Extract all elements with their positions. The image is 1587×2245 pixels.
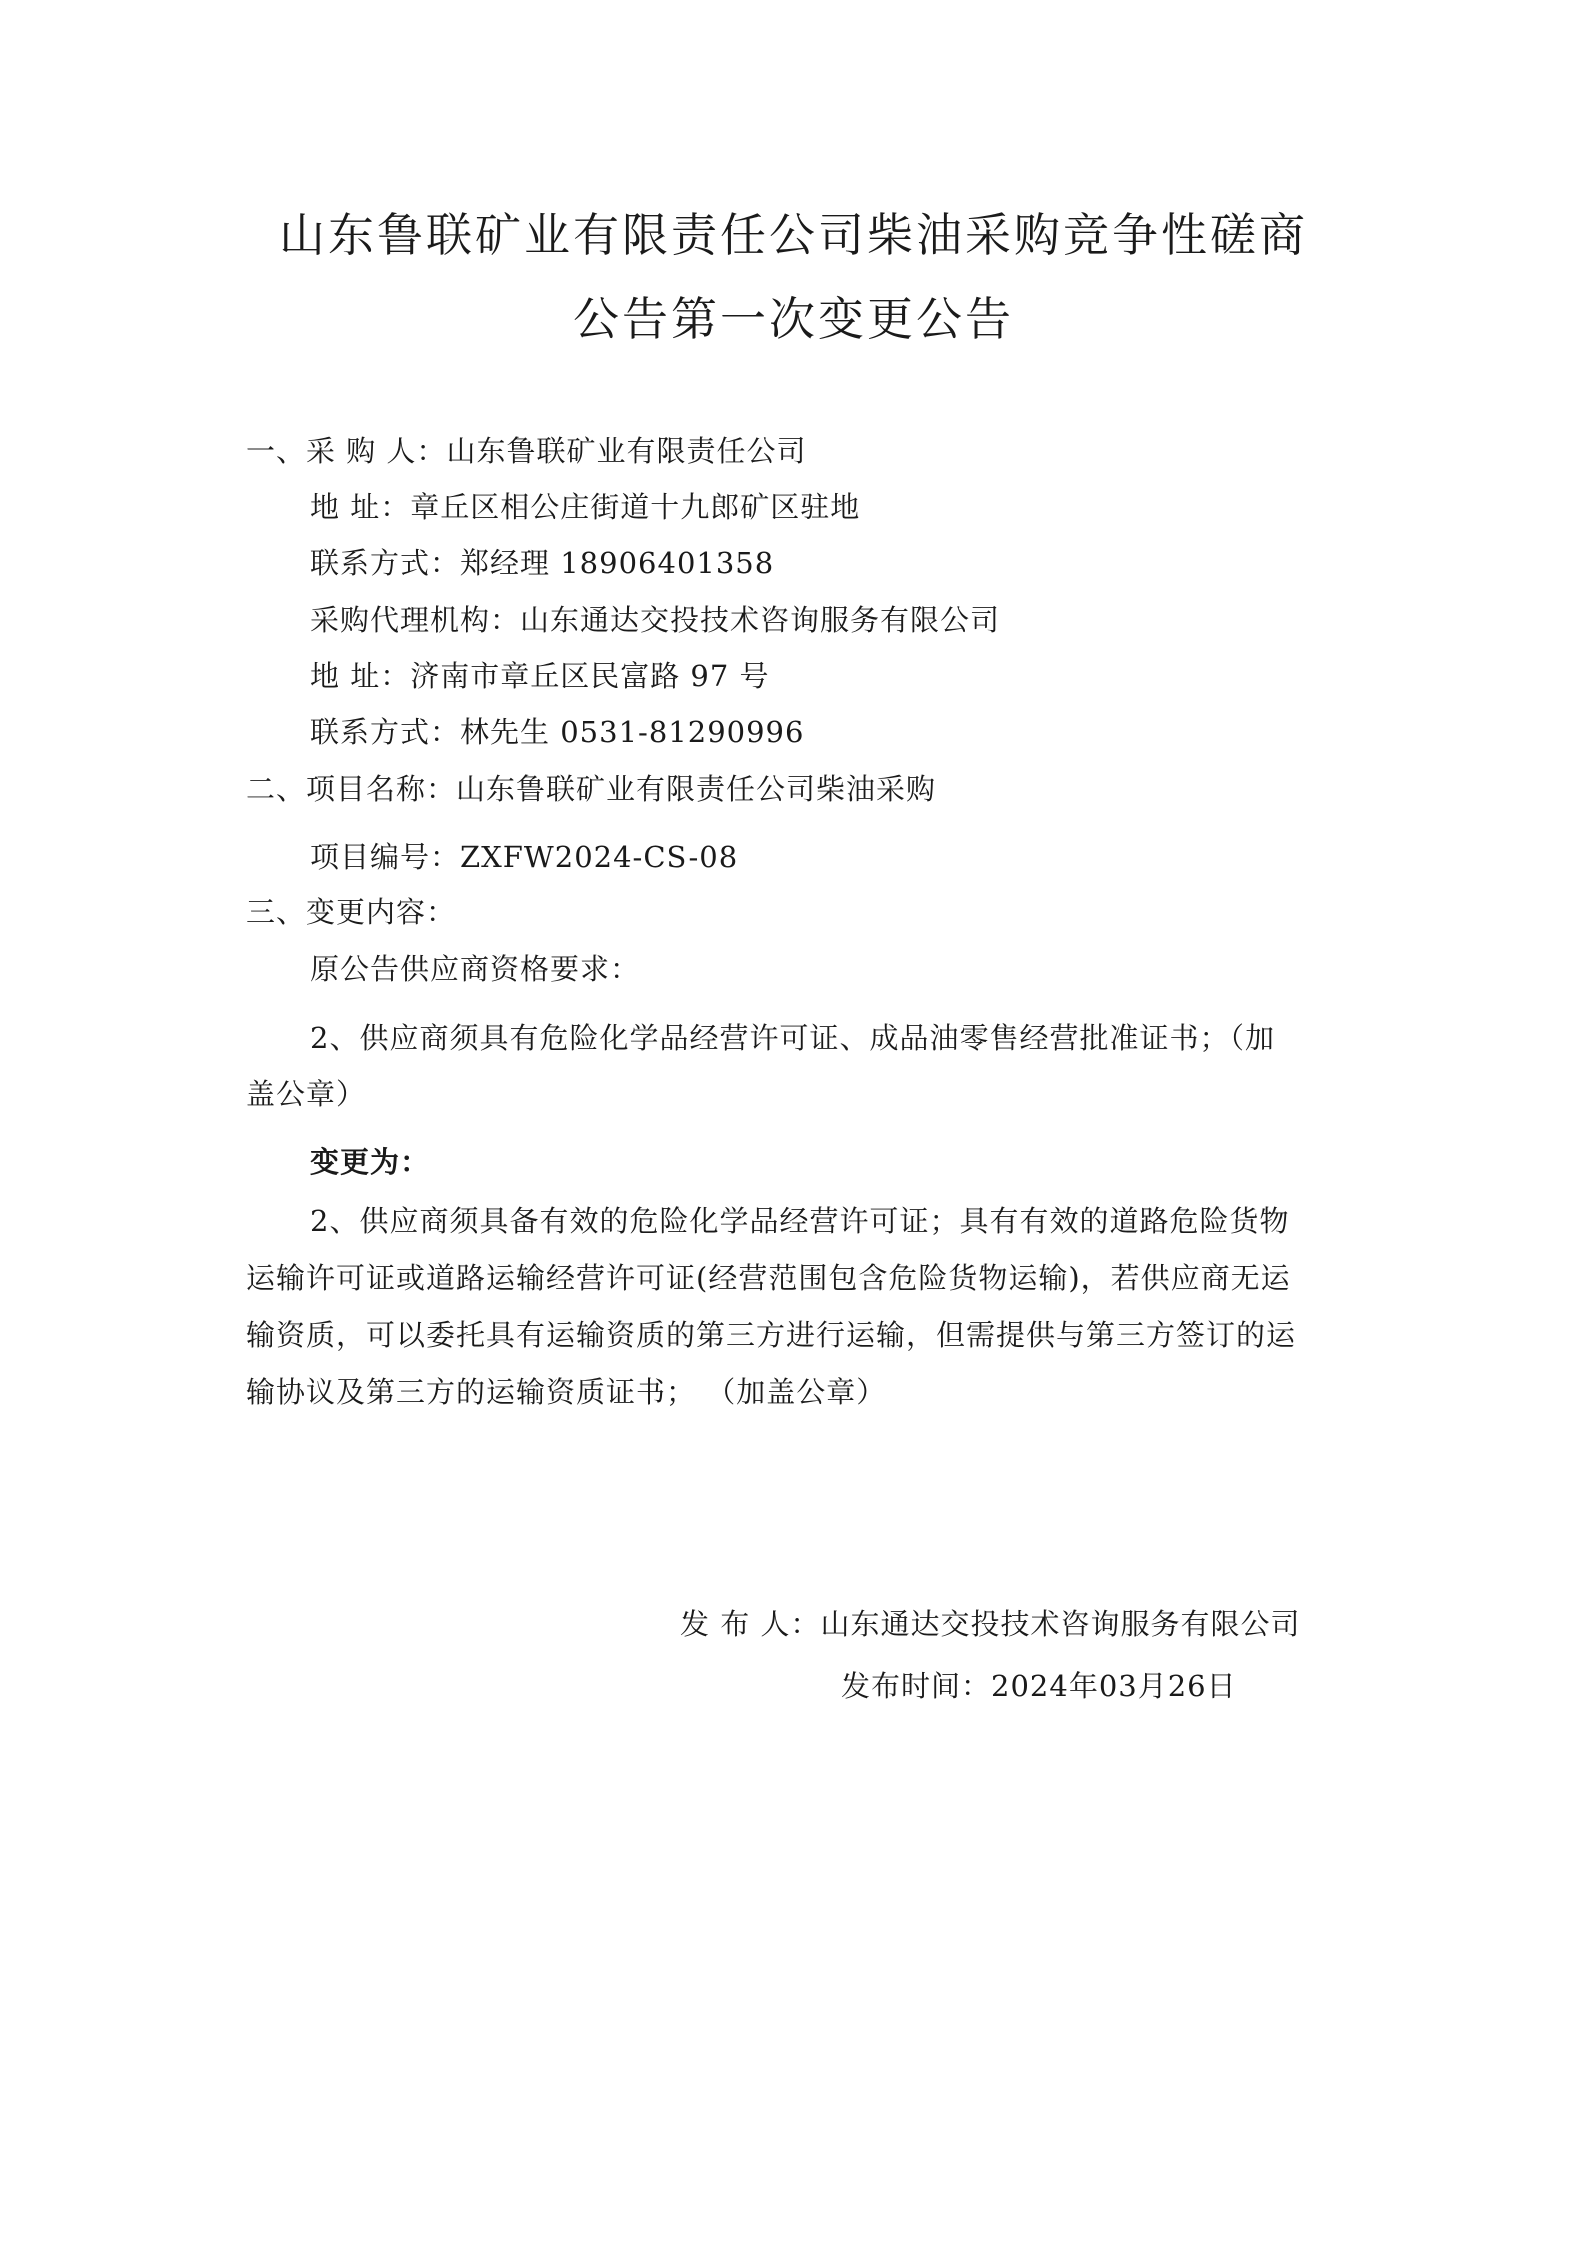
title-line-2: 公告第一次变更公告 [573, 292, 1014, 346]
original-text-line-1: 2、供应商须具有危险化学品经营许可证、成品油零售经营批准证书；（加 [310, 1021, 1275, 1055]
project-name: 山东鲁联矿业有限责任公司柴油采购 [456, 772, 937, 806]
agency-row [310, 603, 1001, 637]
project-name-label: 二、项目名称： [246, 772, 457, 806]
publish-date-row [841, 1669, 1237, 1703]
changed-text-line-3: 输资质，可以委托具有运输资质的第三方进行运输，但需提供与第三方签订的运 [246, 1318, 1297, 1352]
purchaser-contact-label: 联系方式： [310, 546, 461, 580]
changed-text-line-4: 输协议及第三方的运输资质证书； （加盖公章） [246, 1375, 887, 1409]
agency-address: 济南市章丘区民富路 97 号 [410, 659, 770, 693]
purchaser-label: 一、采 购 人： [246, 434, 447, 468]
publisher-label: 发 布 人： [680, 1607, 821, 1641]
purchaser-address: 章丘区相公庄街道十九郎矿区驻地 [410, 490, 861, 524]
project-name-row [246, 772, 937, 806]
agency-address-row [310, 659, 770, 693]
changed-text-line-1: 2、供应商须具备有效的危险化学品经营许可证；具有有效的道路危险货物 [310, 1204, 1290, 1238]
changed-heading: 变更为： [310, 1145, 431, 1179]
purchaser-contact: 郑经理 18906401358 [460, 546, 775, 580]
publisher-row [680, 1607, 1301, 1641]
agency-contact: 林先生 0531-81290996 [460, 715, 805, 749]
publish-date-label: 发布时间： [841, 1669, 992, 1703]
agency-contact-row [310, 715, 805, 749]
purchaser-address-label: 地 址： [310, 490, 411, 524]
agency-address-label: 地 址： [310, 659, 411, 693]
original-text-line-2: 盖公章） [246, 1077, 367, 1111]
purchaser-row [246, 434, 807, 468]
agency-contact-label: 联系方式： [310, 715, 461, 749]
title-line-1: 山东鲁联矿业有限责任公司柴油采购竞争性磋商 [279, 208, 1308, 262]
project-number-row [310, 840, 739, 874]
purchaser-contact-row [310, 546, 775, 580]
change-section-label: 三、变更内容： [246, 895, 457, 929]
publish-date: 2024年03月26日 [991, 1669, 1237, 1703]
agency-label: 采购代理机构： [310, 603, 521, 637]
agency-name: 山东通达交投技术咨询服务有限公司 [520, 603, 1001, 637]
purchaser-name: 山东鲁联矿业有限责任公司 [446, 434, 807, 468]
changed-text-line-2: 运输许可证或道路运输经营许可证(经营范围包含危险货物运输)，若供应商无运 [246, 1261, 1291, 1295]
project-number-label: 项目编号： [310, 840, 461, 874]
original-heading: 原公告供应商资格要求： [310, 952, 641, 986]
project-number: ZXFW2024-CS-08 [460, 840, 739, 874]
publisher-name: 山东通达交投技术咨询服务有限公司 [820, 1607, 1301, 1641]
purchaser-address-row [310, 490, 861, 524]
